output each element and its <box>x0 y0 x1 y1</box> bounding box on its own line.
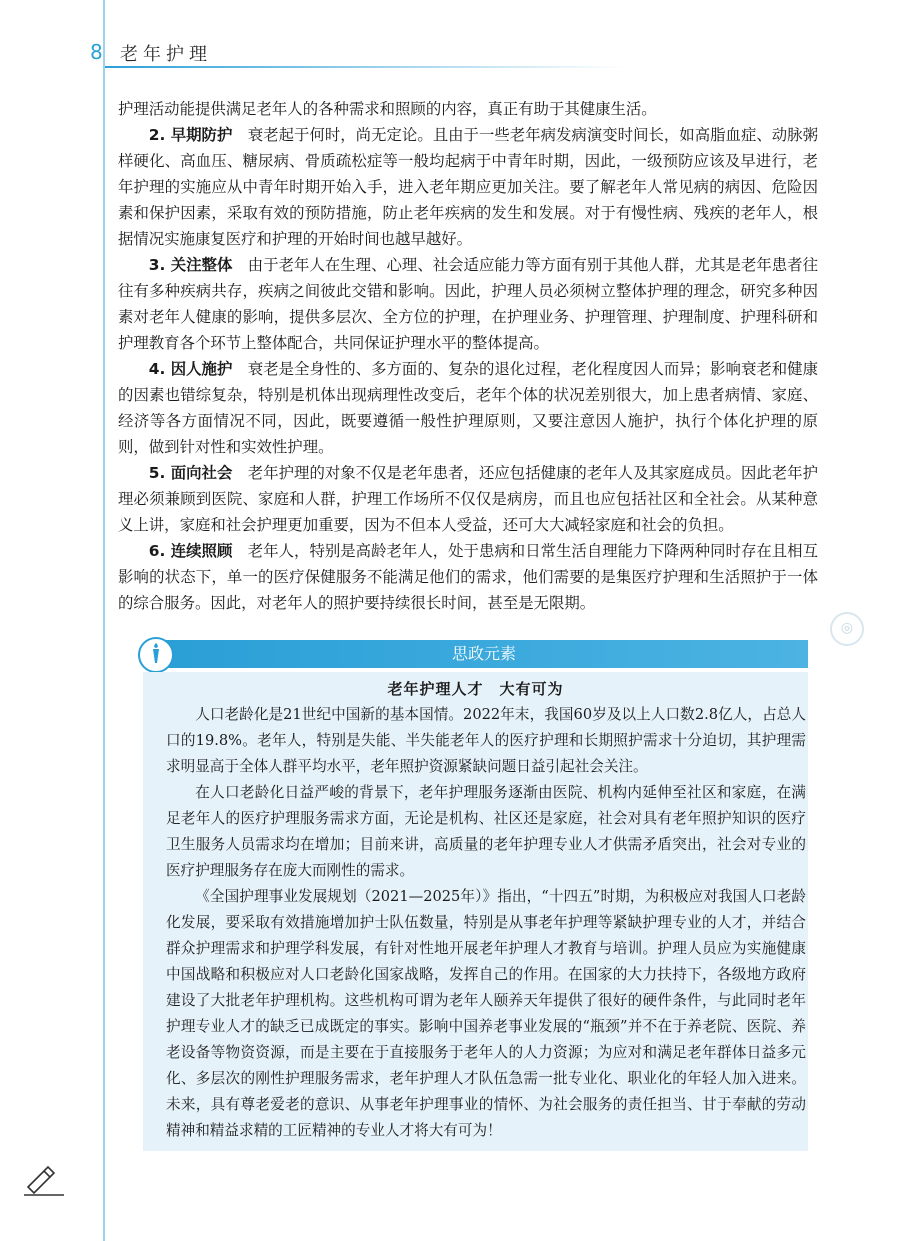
paragraph-early-protection <box>118 122 818 252</box>
sizheng-header <box>138 637 808 671</box>
sizheng-text <box>166 702 806 1144</box>
book-circle-icon: ◎ <box>830 612 864 646</box>
sizheng-subtitle: 老年护理人才 大有可为 <box>387 680 564 698</box>
paragraph-text: 老年人，特别是高龄老年人，处于患病和日常生活自理能力下降两种同时存在且相互影响的状态下，单一的医疗保健服务不能满足他们的需求，他们需要的是集医疗护理和生活照护于一体的综合服务。因此，对老年人的照护要持续很长时间，甚至是无限期。 <box>118 542 818 612</box>
section-heading: 2. 早期防护 <box>148 126 233 144</box>
sizheng-box <box>143 672 808 1151</box>
pen-icon <box>22 1163 66 1197</box>
section-heading: 3. 关注整体 <box>148 256 233 274</box>
sizheng-paragraph: 《全国护理事业发展规划（2021—2025年）》指出，“十四五”时期，为积极应对我国人口老龄化发展，要采取有效措施增加护士队伍数量，特别是从事老年护理等紧缺护理专业的人才，并结合群众护理需求和护理学科发展，有针对性地开展老年护理人才教育与培训。护理人员应为实施健康中国战略和积极应对人口老龄化国家战略，发挥自己的作用。在国家的大力扶持下，各级地方政府建设了大批老年护理机构。这些机构可谓为老年人颐养天年提供了很好的硬件条件，与此同时老年护理专业人才的缺乏已成既定的事实。影响中国养老事业发展的“瓶颈”并不在于养老院、医院、养老设备等物资资源，而是主要在于直接服务于老年人的人力资源；为应对和满足老年群体日益多元化、多层次的刚性护理服务需求，老年护理人才队伍急需一批专业化、职业化的年轻人加入进来。未来，具有尊老爱老的意识、从事老年护理事业的情怀、为社会服务的责任担当、甘于奉献的劳动精神和精益求精的工匠精神的专业人才将大有可为！ <box>166 888 806 1139</box>
sizheng-paragraph: 人口老龄化是21世纪中国新的基本国情。2022年末，我国60岁及以上人口数2.8亿人，占总人口的19.8%。老年人，特别是失能、半失能老年人的医疗护理和长期照护需求十分迫切，其护理需求明显高于全体人群平均水平，老年照护资源紧缺问题日益引起社会关注。 <box>166 706 806 775</box>
sizheng-title: 思政元素 <box>451 644 516 663</box>
pen-icon-svg <box>22 1163 66 1197</box>
main-text <box>118 96 818 616</box>
page-number: 8 <box>90 40 103 64</box>
paragraph-individual <box>118 356 818 460</box>
paragraph-text: 衰老是全身性的、多方面的、复杂的退化过程，老化程度因人而异；影响衰老和健康的因素也错综复杂，特别是机体出现病理性改变后，老年个体的状况差别很大，加上患者病情、家庭、经济等各方面情况不同，因此，既要遵循一般性护理原则，又要注意因人施护，执行个体化护理的原则，做到针对性和实效性护理。 <box>118 360 818 456</box>
paragraph-text: 老年护理的对象不仅是老年患者，还应包括健康的老年人及其家庭成员。因此老年护理必须兼顾到医院、家庭和人群，护理工作场所不仅仅是病房，而且也应包括社区和全社会。从某种意义上讲，家庭和社会护理更加重要，因为不但本人受益，还可大大减轻家庭和社会的负担。 <box>118 464 818 534</box>
paragraph-continuation: 护理活动能提供满足老年人的各种需求和照顾的内容，真正有助于其健康生活。 <box>118 100 657 118</box>
paragraph-society <box>118 460 818 538</box>
header-rule <box>105 66 625 68</box>
margin-line <box>103 0 105 1241</box>
section-heading: 6. 连续照顾 <box>148 542 233 560</box>
paragraph-text: 衰老起于何时，尚无定论。且由于一些老年病发病演变时间长，如高脂血症、动脉粥样硬化、高血压、糖尿病、骨质疏松症等一般均起病于中青年时期，因此，一级预防应该及早进行，老年护理的实施应从中青年时期开始入手，进入老年期应更加关注。要了解老年人常见病的病因、危险因素和保护因素，采取有效的预防措施，防止老年疾病的发生和发展。对于有慢性病、残疾的老年人，根据情况实施康复医疗和护理的开始时间也越早越好。 <box>118 126 818 248</box>
sizheng-paragraph: 在人口老龄化日益严峻的背景下，老年护理服务逐渐由医院、机构内延伸至社区和家庭，在满足老年人的医疗护理服务需求方面，无论是机构、社区还是家庭，社会对具有老年照护知识的医疗卫生服务人员需求均在增加；目前来讲，高质量的老年护理专业人才供需矛盾突出，社会对专业的医疗护理服务存在庞大而刚性的需求。 <box>166 784 806 879</box>
paragraph-continuous-care <box>118 538 818 616</box>
page-header <box>72 30 832 74</box>
paragraph-holistic <box>118 252 818 356</box>
torch-icon-svg <box>140 639 172 671</box>
section-heading: 4. 因人施护 <box>148 360 233 378</box>
paragraph-text: 由于老年人在生理、心理、社会适应能力等方面有别于其他人群，尤其是老年患者往往有多种疾病共存，疾病之间彼此交错和影响。因此，护理人员必须树立整体护理的理念，研究多种因素对老年人健康的影响，提供多层次、全方位的护理，在护理业务、护理管理、护理制度、护理科研和护理教育各个环节上整体配合，共同保证护理水平的整体提高。 <box>118 256 818 352</box>
torch-icon <box>138 637 174 673</box>
running-title: 老年护理 <box>120 44 212 65</box>
section-heading: 5. 面向社会 <box>148 464 233 482</box>
